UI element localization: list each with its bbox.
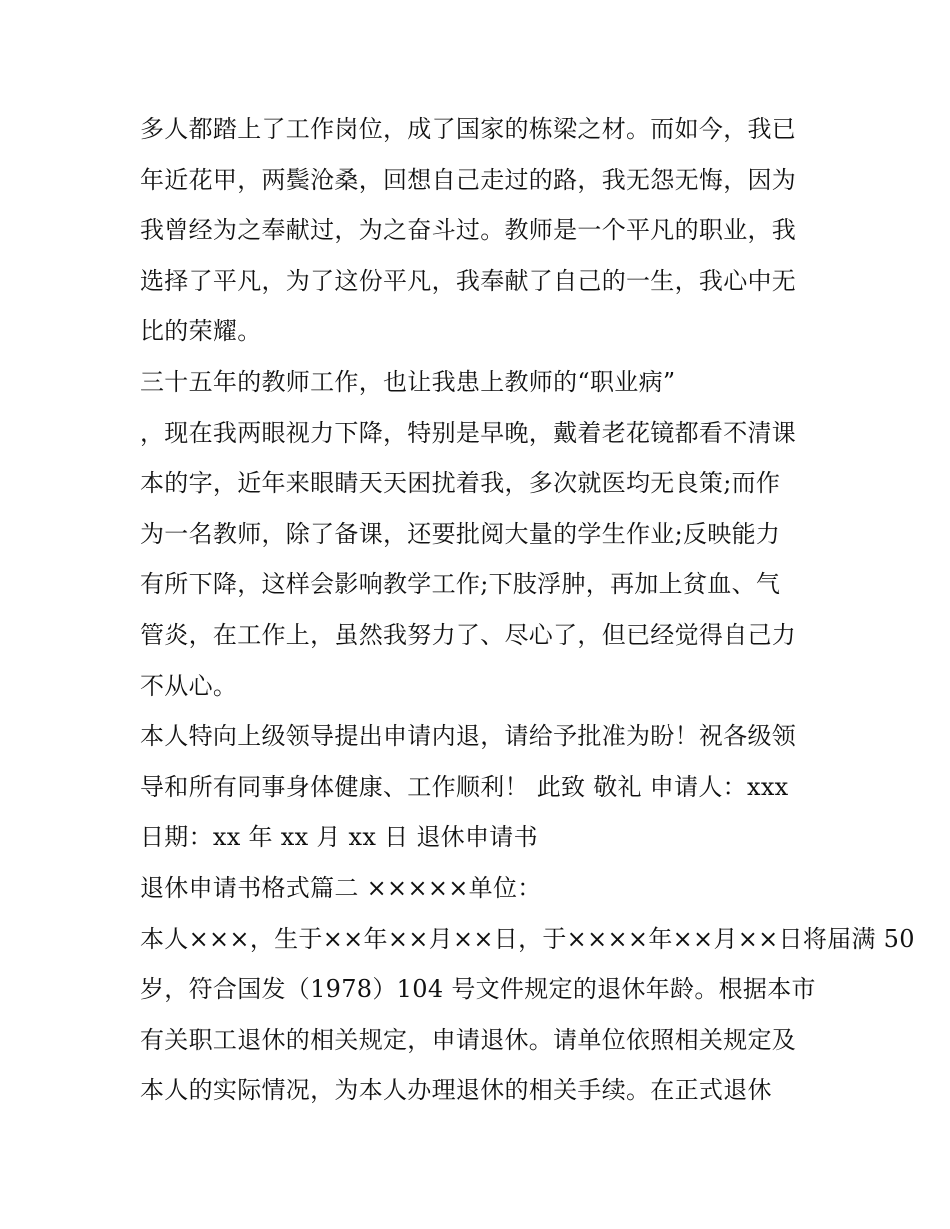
text-line: 比的荣耀。 [140,317,262,346]
text-line: 岁，符合国发（1978）104 号文件规定的退休年龄。根据本市 [140,975,816,1004]
text-line: ，现在我两眼视力下降，特别是早晚，戴着老花镜都看不清课 [140,418,797,447]
text-line: 日期：xx 年 xx 月 xx 日 退休申请书 [140,823,538,852]
text-line: 有关职工退休的相关规定，申请退休。请单位依照相关规定及 [140,1025,797,1054]
text-line: 为一名教师，除了备课，还要批阅大量的学生作业;反映能力 [140,519,781,548]
text-line: 本人特向上级领导提出申请内退，请给予批准为盼！祝各级领 [140,722,797,751]
text-line: 本的字，近年来眼睛天天困扰着我，多次就医均无良策;而作 [140,469,781,498]
text-line: 导和所有同事身体健康、工作顺利！ 此致 敬礼 申请人：xxx [140,772,789,801]
text-line: 本人×××，生于××年××月××日，于××××年××月××日将届满 50 [140,924,915,953]
text-line: 本人的实际情况，为本人办理退休的相关手续。在正式退休 [140,1076,772,1105]
text-line: 我曾经为之奉献过，为之奋斗过。教师是一个平凡的职业，我 [140,216,797,245]
text-line: 退休申请书格式篇二 ×××××单位： [140,873,542,902]
text-line: 年近花甲，两鬓沧桑，回想自己走过的路，我无怨无悔，因为 [140,165,797,194]
text-line: 有所下降，这样会影响教学工作;下肢浮肿，再加上贫血、气 [140,570,781,599]
text-line: 管炎，在工作上，虽然我努力了、尽心了，但已经觉得自己力 [140,620,797,649]
text-line: 多人都踏上了工作岗位，成了国家的栋梁之材。而如今，我已 [140,115,797,143]
body-text [140,104,915,1116]
text-line: 不从心。 [140,671,238,700]
text-line: 选择了平凡，为了这份平凡，我奉献了自己的一生，我心中无 [140,266,797,295]
text-line: 三十五年的教师工作，也让我患上教师的“职业病” [140,367,676,396]
